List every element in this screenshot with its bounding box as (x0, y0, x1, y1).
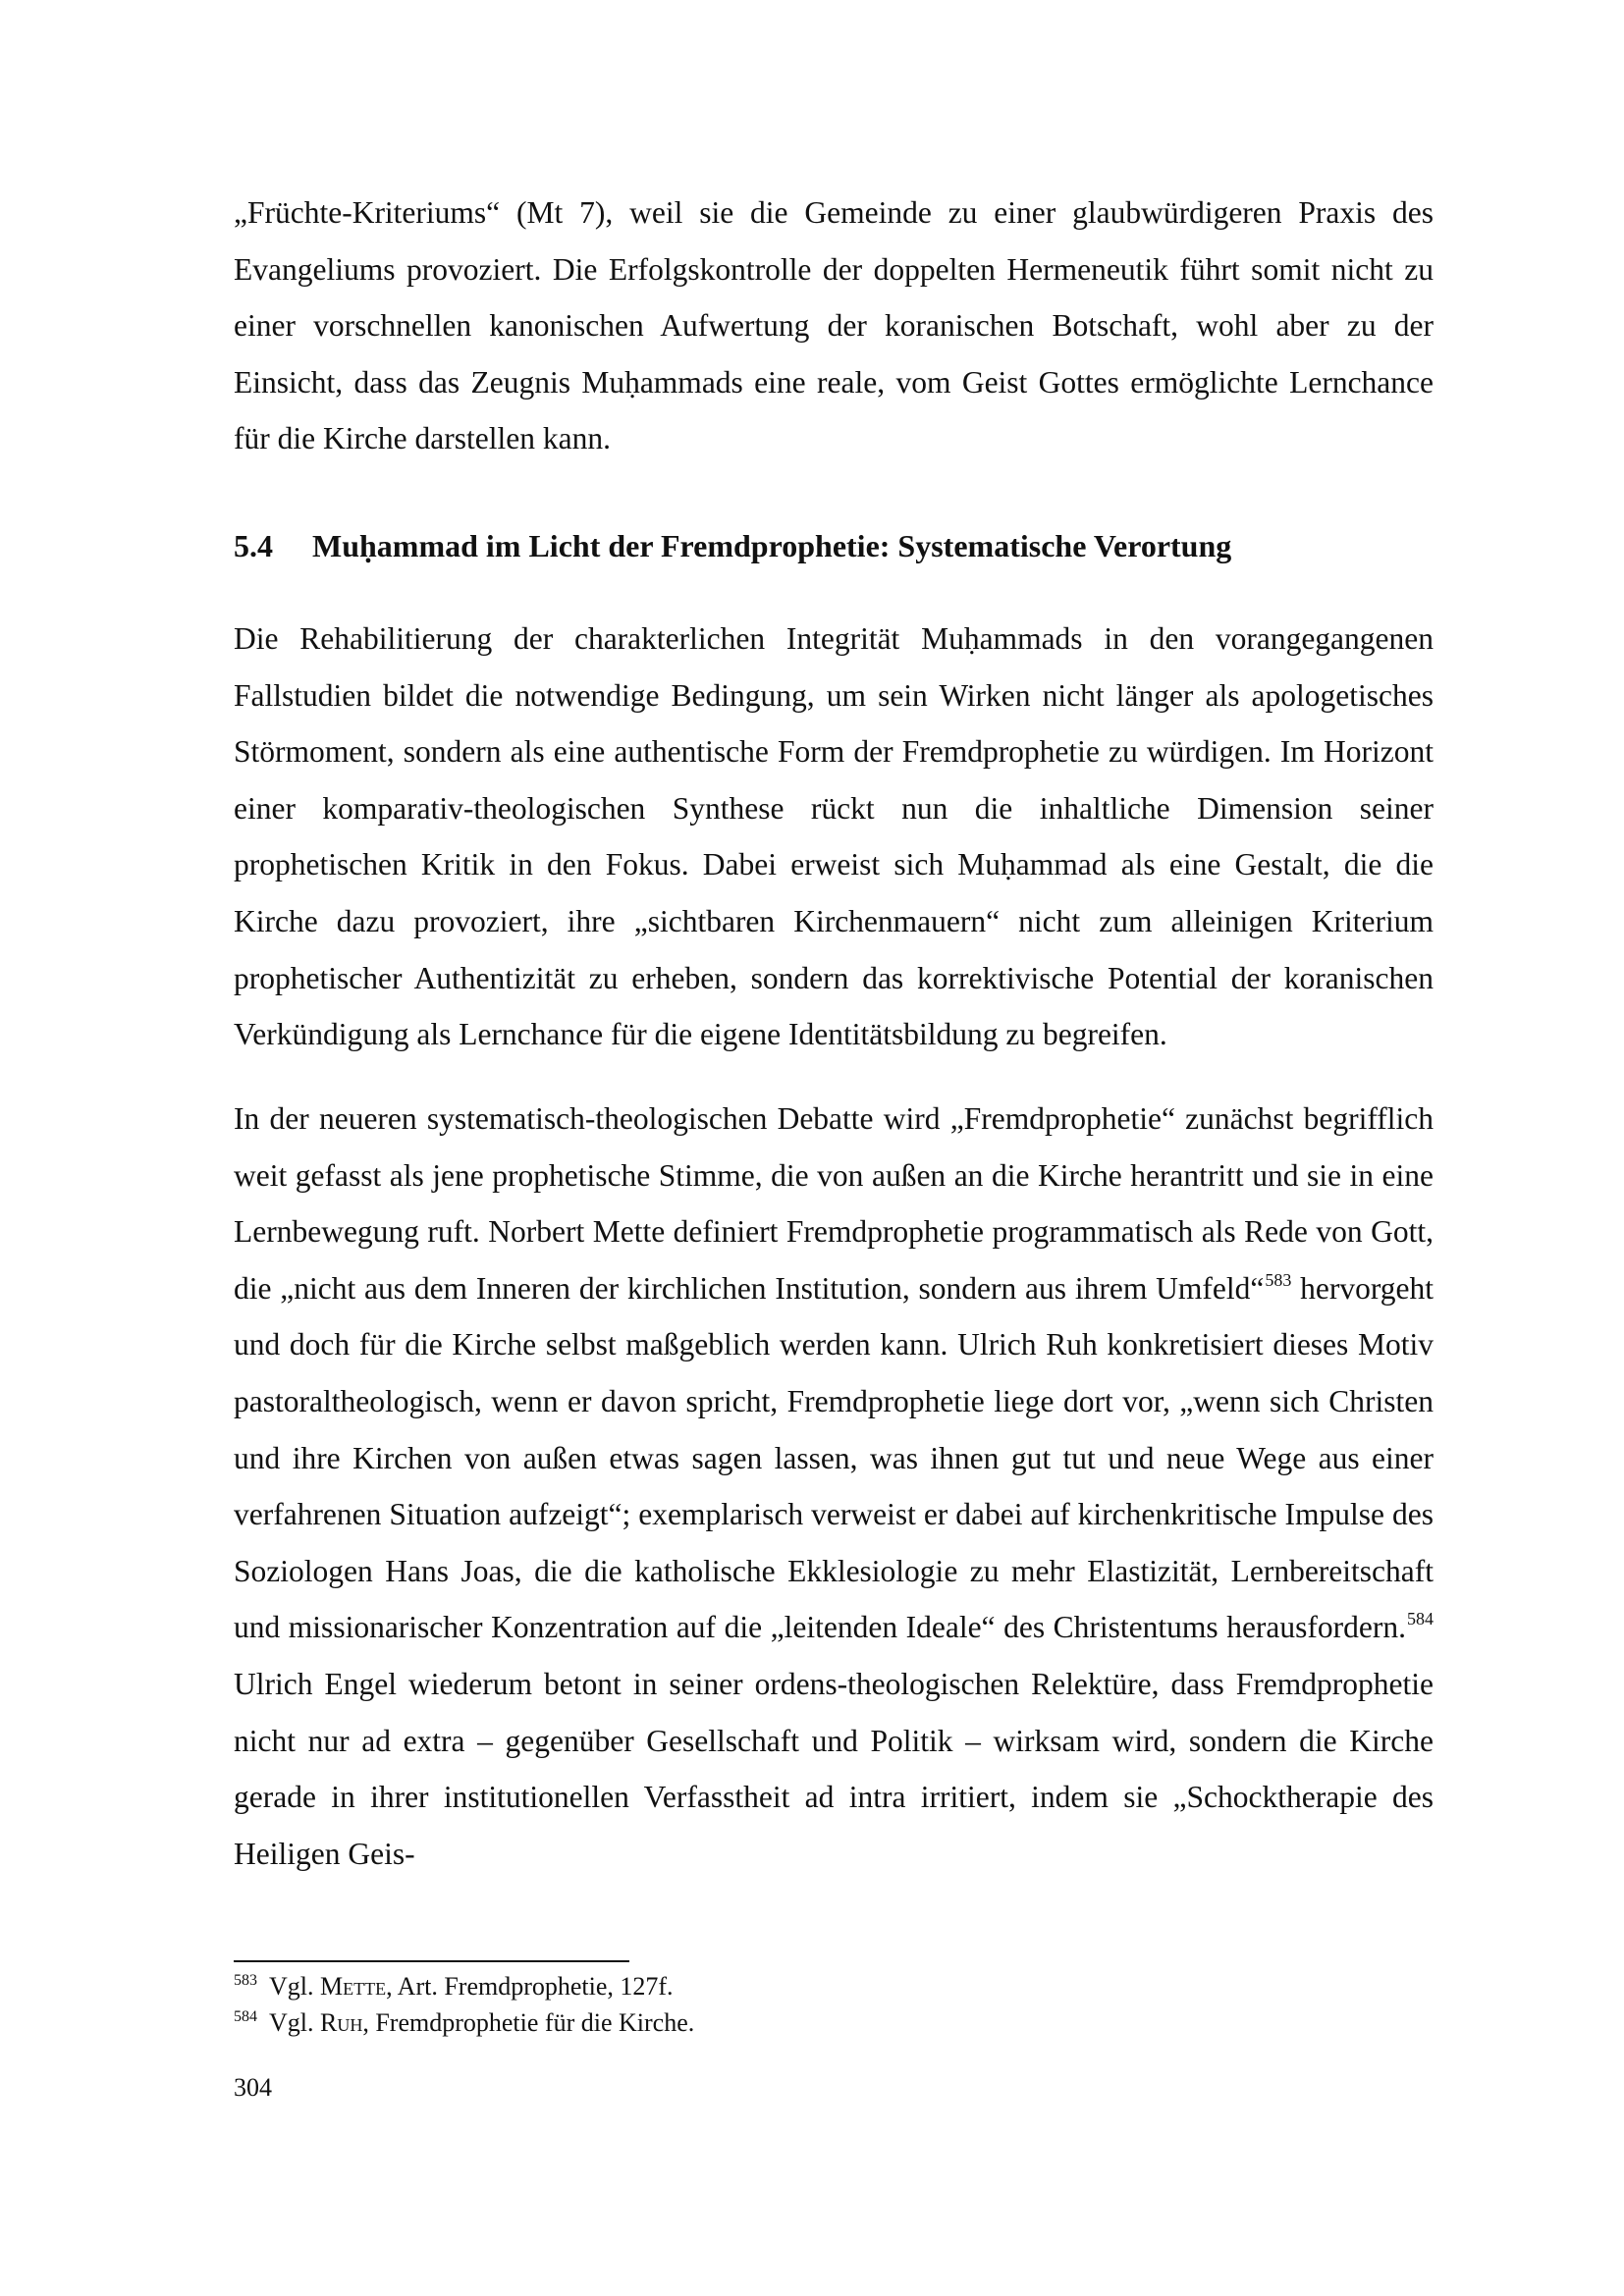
paragraph-2-part-1: In der neueren systematisch-theologischen Debatte wird „Fremdprophetie“ zunächst begrifflich weit gefasst als jene prophetische Stimme, die von außen an die Kirche herantritt und sie in eine Lernbewegung ruft. Norbert Mette definiert Fremdprophetie programmatisch als Rede von Gott, die „nicht aus dem Inneren der kirchlichen Institution, sondern aus ihrem Umfeld“ (234, 1101, 1434, 1306)
section-number: 5.4 (234, 528, 273, 563)
paragraph-2-part-2: hervorgeht und doch für die Kirche selbst maßgeblich werden kann. Ulrich Ruh konkretisiert dieses Motiv pastoraltheologisch, wenn er davon spricht, Fremdprophetie liege dort vor, „wenn sich Christen und ihre Kirchen von außen etwas sagen lassen, was ihnen gut tut und neue Wege aus einer verfahrenen Situation aufzeigt“; exemplarisch verweist er dabei auf kirchenkritische Impulse des Soziologen Hans Joas, die die katholische Ekklesiologie zu mehr Elastizität, Lernbereitschaft und missionarischer Konzentration auf die „leitenden Ideale“ des Christentums herausfordern. (234, 1270, 1434, 1645)
paragraph-2-part-3: Ulrich Engel wiederum betont in seiner ordens-theologischen Relektüre, dass Fremdprophetie nicht nur ad extra – gegenüber Gesellschaft und Politik – wirksam wird, sondern die Kirche gerade in ihrer institutionellen Verfasstheit ad intra irritiert, indem sie „Schocktherapie des Heiligen Geis- (234, 1666, 1434, 1871)
section-title: Muḥammad im Licht der Fremdprophetie: Systematische Verortung (312, 528, 1232, 563)
footnote-author: Ruh (320, 2008, 363, 2037)
footnote-number: 584 (234, 2008, 257, 2025)
footnote-ref-584[interactable]: 584 (1407, 1609, 1434, 1629)
intro-paragraph: „Früchte-Kriteriums“ (Mt 7), weil sie die Gemeinde zu einer glaubwürdigeren Praxis des Evangeliums provoziert. Die Erfolgskontrolle der doppelten Hermeneutik führt somit nicht zu einer vorschnellen kanonischen Aufwertung der koranischen Botschaft, wohl aber zu der Einsicht, dass das Zeugnis Muḥammads eine reale, vom Geist Gottes ermöglichte Lernchance für die Kirche darstellen kann. (234, 195, 1434, 456)
footnote-584 (234, 2006, 1434, 2043)
footnotes (234, 1970, 1434, 2043)
body-paragraph-2 (234, 1091, 1434, 1882)
footnote-prefix: Vgl. (269, 2008, 320, 2037)
body-paragraph-1: Die Rehabilitierung der charakterlichen Integrität Muḥammads in den vorangegangenen Fallstudien bildet die notwendige Bedingung, um sein Wirken nicht länger als apologetisches Störmoment, sondern als eine authentische Form der Fremdprophetie zu würdigen. Im Horizont einer komparativ-theologischen Synthese rückt nun die inhaltliche Dimension seiner prophetischen Kritik in den Fokus. Dabei erweist sich Muḥammad als eine Gestalt, die die Kirche dazu provoziert, ihre „sichtbaren Kirchenmauern“ nicht zum alleinigen Kriterium prophetischer Authentizität zu erheben, sondern das korrektivische Potential der koranischen Verkündigung als Lernchance für die eigene Identitätsbildung zu begreifen. (234, 621, 1434, 1052)
footnote-citation: , Fremdprophetie für die Kirche. (362, 2008, 695, 2037)
footnote-citation: , Art. Fremdprophetie, 127f. (386, 1972, 674, 2001)
footnote-author: Mette (320, 1972, 387, 2001)
footnote-number: 583 (234, 1972, 257, 1989)
footnote-separator (234, 1960, 629, 1962)
footnote-prefix: Vgl. (269, 1972, 320, 2001)
section-heading (234, 517, 1434, 574)
footnote-ref-583[interactable]: 583 (1265, 1269, 1292, 1290)
footnote-583 (234, 1970, 1434, 2006)
page-number: 304 (234, 2073, 272, 2102)
